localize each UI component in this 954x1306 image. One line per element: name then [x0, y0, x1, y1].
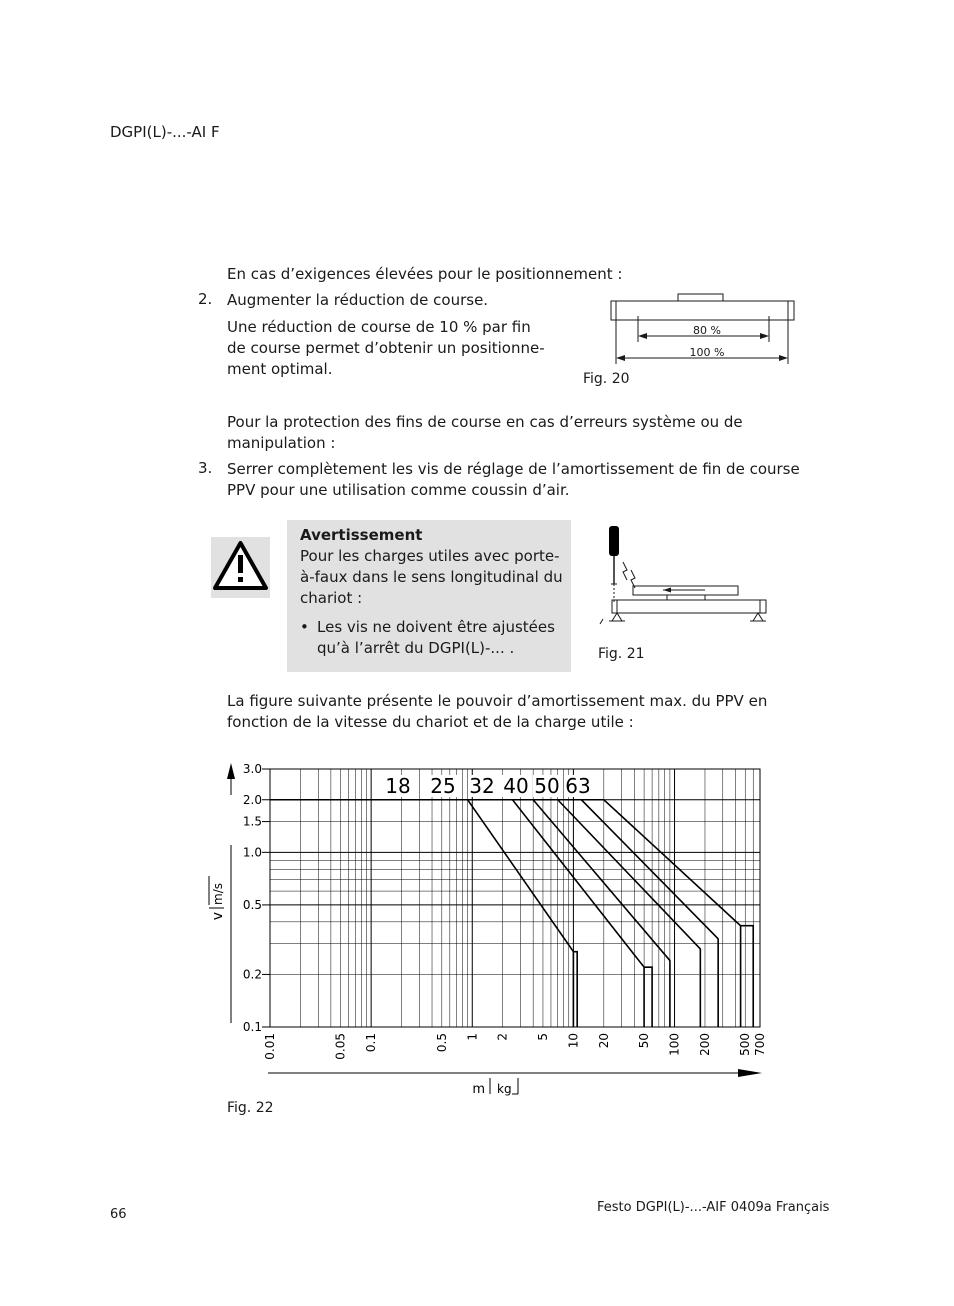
- chart-series-layer: [270, 800, 753, 1027]
- y-tick-label: 0.1: [242, 1020, 262, 1034]
- warning-bullet: •: [300, 618, 309, 636]
- x-axis-unit: kg: [497, 1082, 512, 1096]
- x-tick-label: 0.5: [434, 1033, 449, 1053]
- series-line-18: [270, 800, 573, 1027]
- x-tick-label: 0.05: [333, 1033, 348, 1060]
- x-tick-label: 50: [637, 1033, 652, 1049]
- fig21-screwdriver-diagram: [595, 522, 775, 632]
- series-label-50: 50: [534, 774, 560, 798]
- x-tick-label: 700: [753, 1033, 767, 1056]
- step-3-text: Serrer complètement les vis de réglage de l’amortissement de fin de course PPV pour une utilisation comme coussin d’air.: [227, 460, 800, 499]
- warning-box: [287, 520, 571, 672]
- warning-icon-box: [211, 537, 270, 598]
- series-line-40: [270, 800, 700, 1027]
- series-label-18: 18: [385, 774, 411, 798]
- fig20-label-100: 100 %: [689, 346, 725, 359]
- series-line-32: [270, 800, 670, 1027]
- x-tick-label: 100: [667, 1033, 682, 1056]
- fig21-caption: Fig. 21: [598, 646, 645, 662]
- x-tick-label: 10: [566, 1033, 581, 1049]
- x-tick-label: 200: [697, 1033, 712, 1056]
- x-tick-label: 500: [738, 1033, 753, 1056]
- fig22-damping-chart: [200, 755, 780, 1100]
- y-tick-label: 3.0: [242, 762, 262, 776]
- y-tick-label: 0.2: [242, 967, 262, 982]
- series-label-32: 32: [469, 774, 495, 798]
- x-tick-label: 2: [495, 1033, 510, 1041]
- intro-text-positioning: En cas d’exigences élevées pour le positionnement :: [227, 265, 623, 283]
- footer-page-number: 66: [110, 1207, 127, 1222]
- x-tick-label: 5: [535, 1033, 550, 1041]
- x-axis-label: m: [472, 1082, 485, 1097]
- series-line-extension-63: [741, 926, 754, 1027]
- intro-text-chart: La figure suivante présente le pouvoir d’amortissement max. du PPV en fonction de la vitesse du chariot et de la charge utile :: [227, 692, 768, 731]
- warning-triangle-icon: [211, 537, 270, 598]
- step-2-text: Une réduction de course de 10 % par fin de course permet d’obtenir un positionne- ment optimal.: [227, 318, 545, 378]
- chart-tick-label-layer: [243, 762, 767, 1060]
- x-axis-arrowhead: [738, 1069, 762, 1077]
- series-line-25: [270, 800, 644, 1027]
- y-tick-label: 0.5: [242, 897, 262, 912]
- warning-text: Pour les charges utiles avec porte- à-faux dans le sens longitudinal du chariot :: [300, 547, 563, 607]
- x-axis-title: [472, 1078, 518, 1097]
- y-axis-unit: m/s: [211, 883, 225, 905]
- intro-text-protection: Pour la protection des fins de course en cas d’erreurs système ou de manipulation :: [227, 413, 743, 452]
- x-tick-label: 0.1: [364, 1033, 379, 1053]
- chart-plot-frame: [270, 769, 760, 1027]
- series-line-extension-25: [644, 967, 652, 1027]
- step-2-number: 2.: [198, 290, 213, 308]
- step-2-title: Augmenter la réduction de course.: [227, 291, 489, 309]
- header-doc-code: DGPI(L)-...-AI F: [110, 123, 220, 141]
- chart-major-grid: [270, 769, 760, 1027]
- y-tick-label: 1.0: [242, 845, 262, 860]
- step-3-number: 3.: [198, 459, 213, 477]
- series-label-25: 25: [430, 774, 456, 798]
- fig20-label-80: 80 %: [693, 324, 721, 337]
- x-tick-label: 20: [596, 1033, 611, 1049]
- fig20-stroke-diagram: [600, 290, 800, 370]
- series-line-50: [270, 800, 718, 1027]
- y-axis-title: [209, 876, 226, 920]
- warning-bullet-text: Les vis ne doivent être ajustées qu’à l’arrêt du DGPI(L)-... .: [317, 618, 555, 657]
- footer-doc-info: Festo DGPI(L)-...-AIF 0409a Français: [597, 1200, 830, 1215]
- x-tick-label: 1: [465, 1033, 480, 1041]
- y-tick-label: 2.0: [242, 792, 262, 807]
- fig20-caption: Fig. 20: [583, 371, 630, 387]
- x-tick-label: 0.01: [263, 1033, 277, 1060]
- y-tick-label: 1.5: [242, 814, 262, 829]
- y-axis-label: v: [210, 912, 226, 921]
- series-label-40: 40: [503, 774, 529, 798]
- chart-minor-grid: [270, 769, 760, 1027]
- chart-series-label-layer: [384, 774, 592, 798]
- series-label-63: 63: [565, 774, 591, 798]
- y-axis-arrowhead: [227, 763, 235, 779]
- warning-title: Avertissement: [300, 526, 423, 544]
- fig22-caption: Fig. 22: [227, 1100, 274, 1116]
